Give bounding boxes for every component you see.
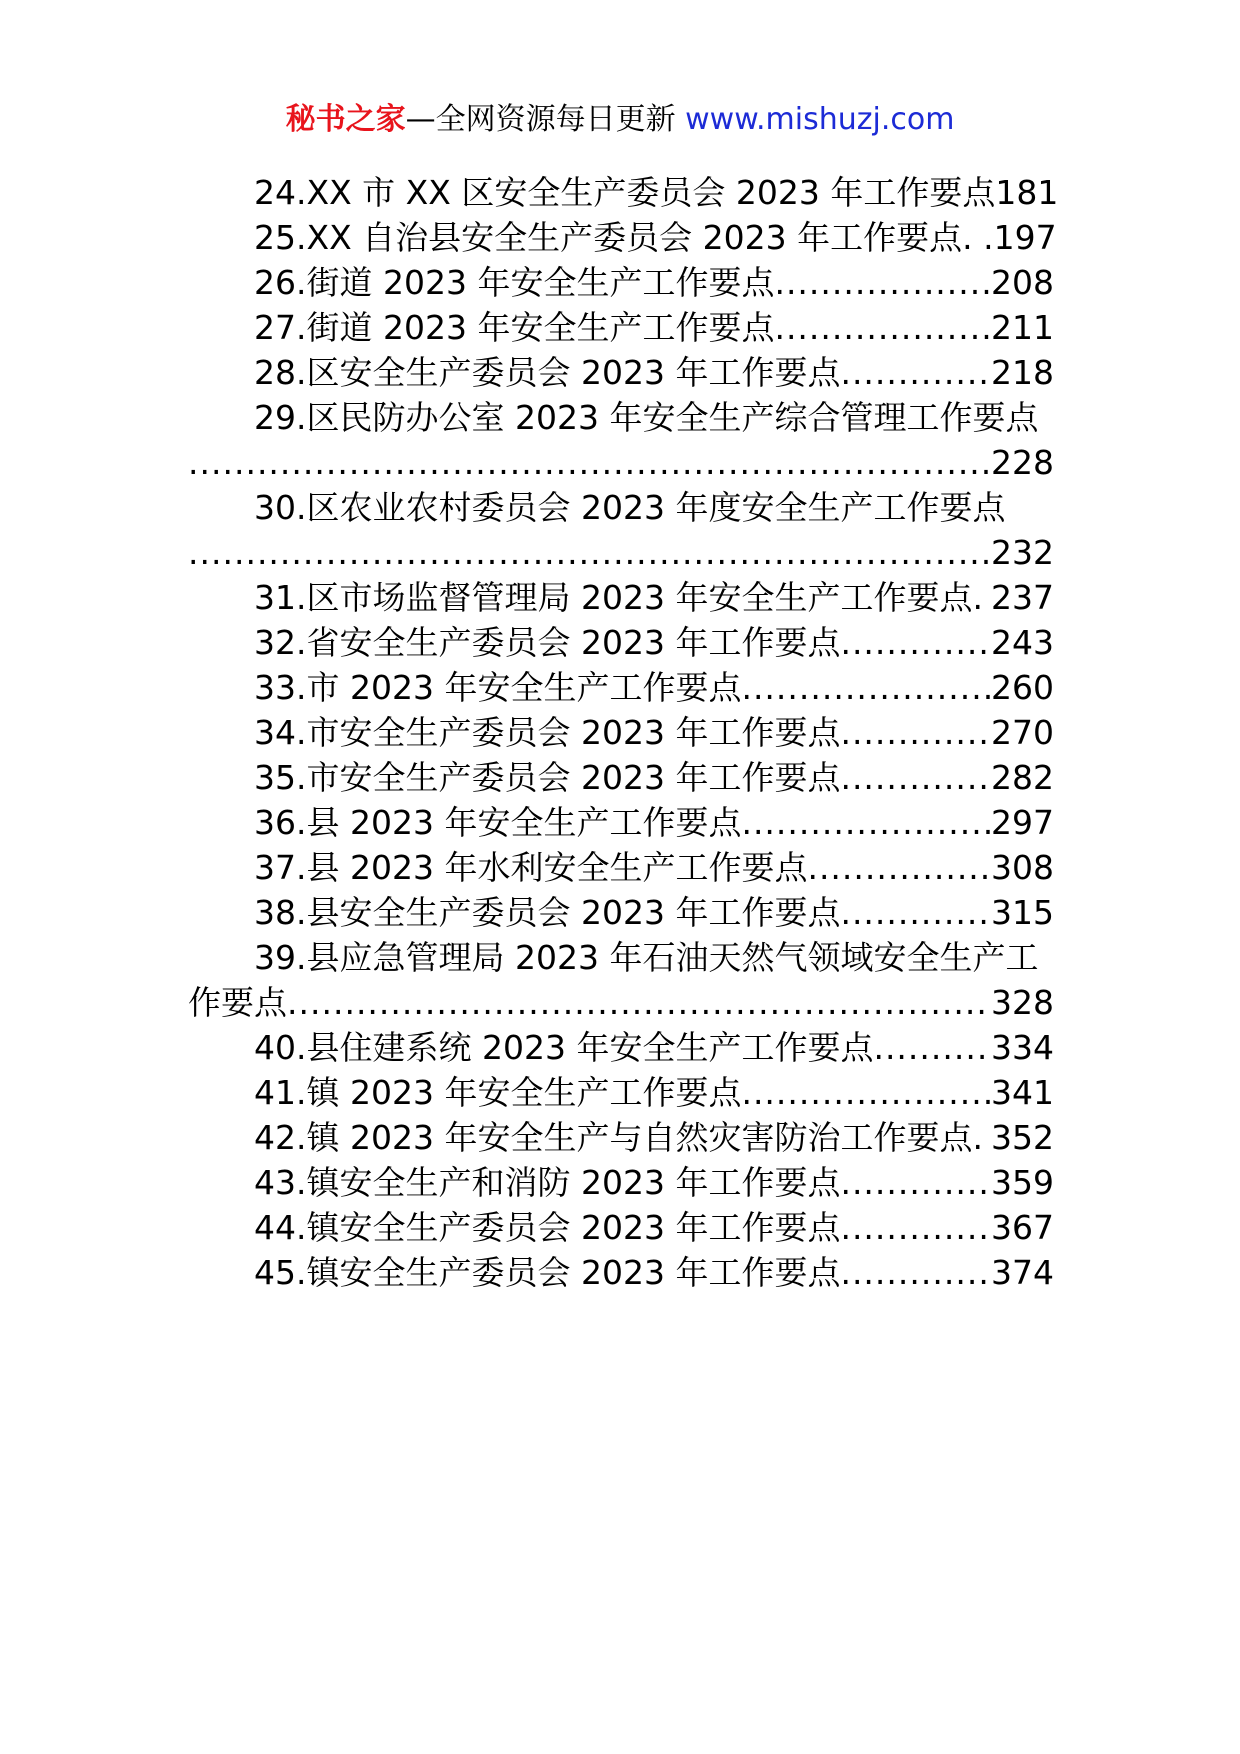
toc-entry-page: 341 (991, 1073, 1054, 1112)
toc-entry[interactable] (188, 800, 1054, 845)
toc-entry-title: 35.市安全生产委员会 2023 年工作要点 (254, 758, 841, 797)
toc-entry-page: 211 (991, 308, 1054, 347)
toc-entry[interactable] (188, 755, 1054, 800)
toc-entry-title: 34.市安全生产委员会 2023 年工作要点 (254, 713, 841, 752)
toc-leader-dots (840, 890, 991, 935)
toc-entry-page: 359 (991, 1163, 1054, 1202)
toc-entry-page: 243 (991, 623, 1054, 662)
toc-leader-dots (840, 350, 991, 395)
toc-entry-title: 45.镇安全生产委员会 2023 年工作要点 (254, 1253, 841, 1292)
toc-leader-dots (774, 260, 991, 305)
toc-leader-dots (807, 845, 991, 890)
table-of-contents (188, 170, 1059, 1295)
brand-name: 秘书之家 (285, 102, 406, 137)
toc-entry[interactable] (188, 1205, 1054, 1250)
toc-entry-page: 352 (991, 1118, 1054, 1157)
toc-leader-dots (188, 440, 991, 485)
toc-entry[interactable] (188, 620, 1054, 665)
toc-entry-page: 328 (991, 983, 1054, 1022)
toc-entry-title: 39.县应急管理局 2023 年石油天然气领域安全生产工 (254, 938, 1039, 977)
toc-entry[interactable] (188, 485, 1054, 575)
toc-entry[interactable] (188, 845, 1054, 890)
toc-entry[interactable] (188, 1115, 1054, 1160)
toc-entry[interactable] (188, 1025, 1054, 1070)
toc-entry[interactable] (188, 215, 1057, 260)
toc-entry-page: 367 (991, 1208, 1054, 1247)
toc-entry[interactable] (188, 260, 1054, 305)
toc-entry-title: 29.区民防办公室 2023 年安全生产综合管理工作要点 (254, 398, 1039, 437)
toc-leader-dots (840, 755, 991, 800)
toc-entry-title: 38.县安全生产委员会 2023 年工作要点 (254, 893, 841, 932)
toc-entry-title: 26.街道 2023 年安全生产工作要点 (254, 263, 775, 302)
toc-entry-page: 270 (991, 713, 1054, 752)
header-tagline: —全网资源每日更新 (405, 102, 686, 137)
toc-entry-title: 43.镇安全生产和消防 2023 年工作要点 (254, 1163, 841, 1202)
toc-entry-title: 31.区市场监督管理局 2023 年安全生产工作要点. (254, 578, 983, 617)
toc-entry-title: 44.镇安全生产委员会 2023 年工作要点 (254, 1208, 841, 1247)
toc-entry-title: 30.区农业农村委员会 2023 年度安全生产工作要点 (254, 488, 1006, 527)
toc-entry[interactable] (188, 935, 1054, 1025)
toc-entry-title: 28.区安全生产委员会 2023 年工作要点 (254, 353, 841, 392)
toc-entry-title: 42.镇 2023 年安全生产与自然灾害防治工作要点. (254, 1118, 983, 1157)
toc-entry-page: 282 (991, 758, 1054, 797)
toc-leader-dots (741, 665, 991, 710)
toc-entry[interactable] (188, 350, 1054, 395)
toc-leader-dots (873, 1025, 991, 1070)
toc-entry-page: 315 (991, 893, 1054, 932)
toc-entry-title: 32.省安全生产委员会 2023 年工作要点 (254, 623, 841, 662)
toc-entry-title: 33.市 2023 年安全生产工作要点 (254, 668, 742, 707)
toc-entry-page: 197 (993, 218, 1057, 257)
toc-entry-title: 27.街道 2023 年安全生产工作要点 (254, 308, 775, 347)
site-url-link[interactable]: www.mishuzj.com (685, 102, 955, 137)
toc-entry[interactable] (188, 1160, 1054, 1205)
toc-entry[interactable] (188, 665, 1054, 710)
toc-entry-title: 41.镇 2023 年安全生产工作要点 (254, 1073, 742, 1112)
toc-entry-page: 228 (991, 443, 1054, 482)
toc-entry-page: 308 (991, 848, 1054, 887)
toc-entry[interactable] (188, 305, 1054, 350)
toc-entry[interactable] (188, 890, 1054, 935)
toc-leader-dots (840, 620, 991, 665)
toc-entry-page: 181 (995, 173, 1059, 212)
toc-entry-page: 232 (991, 533, 1054, 572)
toc-leader-dots (840, 1250, 991, 1295)
toc-leader-dots (188, 530, 991, 575)
toc-entry[interactable] (188, 170, 1059, 215)
toc-entry[interactable] (188, 1070, 1054, 1115)
toc-leader-dots (840, 710, 991, 755)
toc-entry-title-continuation: 作要点 (188, 983, 287, 1022)
toc-leader-dots (774, 305, 991, 350)
toc-leader-dots (741, 800, 991, 845)
toc-entry[interactable] (188, 710, 1054, 755)
toc-entry-page: 374 (991, 1253, 1054, 1292)
toc-entry-page: 260 (991, 668, 1054, 707)
toc-leader-dots (287, 980, 991, 1025)
toc-entry[interactable] (188, 395, 1054, 485)
toc-entry-title: 40.县住建系统 2023 年安全生产工作要点 (254, 1028, 874, 1067)
toc-entry-page: 208 (991, 263, 1054, 302)
toc-entry[interactable] (188, 1250, 1054, 1295)
toc-leader-dots (741, 1070, 991, 1115)
toc-entry-page: 218 (991, 353, 1054, 392)
toc-leader-dots (840, 1160, 991, 1205)
toc-leader-dots (840, 1205, 991, 1250)
toc-entry-title: 24.XX 市 XX 区安全生产委员会 2023 年工作要点 (254, 173, 996, 212)
toc-entry-page: 237 (991, 578, 1054, 617)
toc-entry-title: 37.县 2023 年水利安全生产工作要点 (254, 848, 808, 887)
toc-entry[interactable] (188, 575, 1054, 620)
toc-entry-title: 25.XX 自治县安全生产委员会 2023 年工作要点. . (254, 218, 994, 257)
toc-entry-page: 297 (991, 803, 1054, 842)
toc-entry-title: 36.县 2023 年安全生产工作要点 (254, 803, 742, 842)
toc-entry-page: 334 (991, 1028, 1054, 1067)
page-header (0, 100, 1240, 140)
